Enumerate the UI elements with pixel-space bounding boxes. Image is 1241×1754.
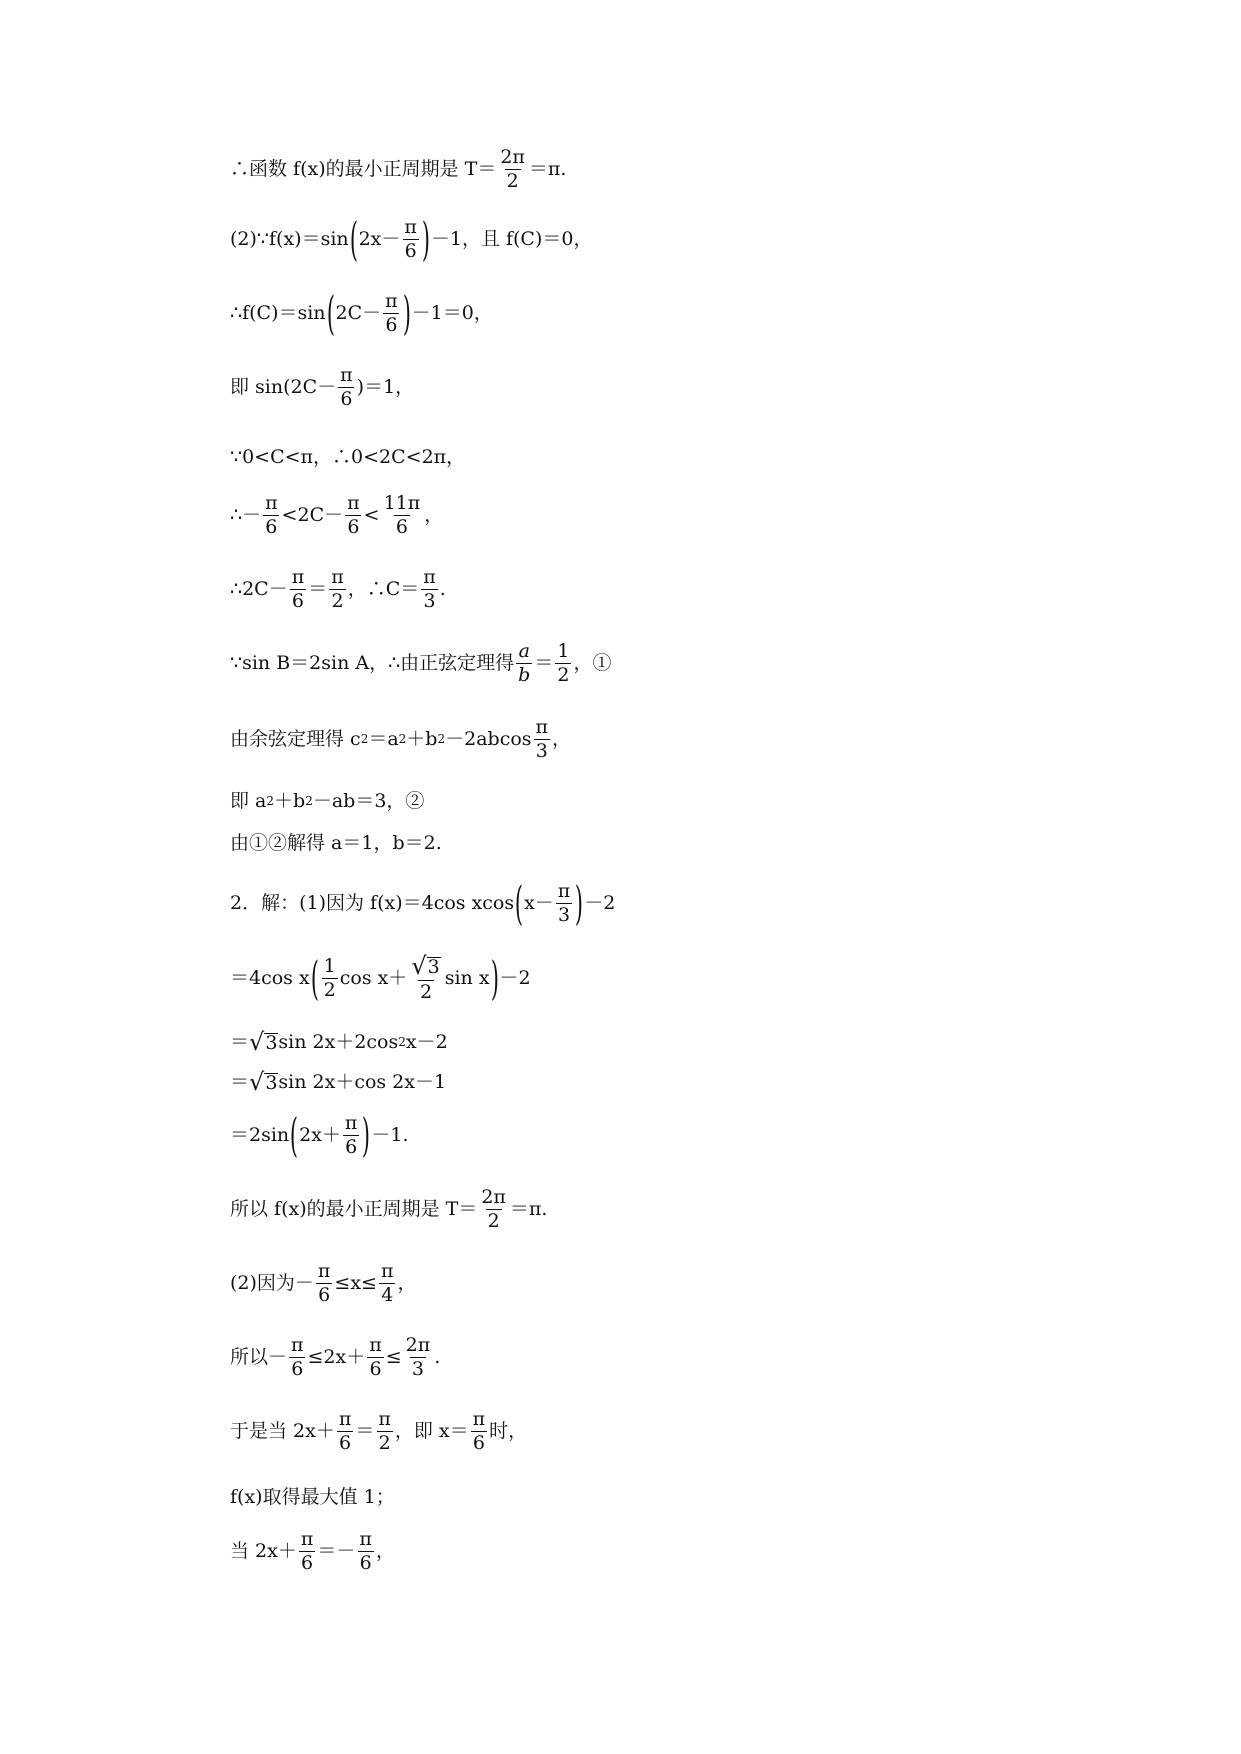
line-8: ∵sin B＝2sin A，∴由正弦定理得 $\frac{a}{b}$ ＝ $\frac{1}{2}$ ，① [230, 640, 612, 686]
line-10: 即 a 2 ＋b 2 －ab＝3，② [230, 790, 425, 812]
line-16: ＝2sin ( 2x＋ $\frac{\pi}{6}$ ) －1. [230, 1108, 409, 1162]
left-paren: ( [515, 876, 524, 930]
fraction: √ 3 2 [411, 952, 440, 1003]
fraction: $\frac{\pi}{6}$ [340, 364, 353, 410]
fraction: $\frac{2\pi}{3}$ [405, 1334, 431, 1380]
fraction: $\frac{2\pi}{2}$ [500, 146, 525, 192]
line-21: f(x)取得最大值 1； [230, 1486, 395, 1508]
sqrt-icon: √ 3 [411, 952, 440, 980]
line-14: ＝ √ 3 sin 2x＋2cos 2 x－2 [230, 1028, 448, 1056]
superscript: 2 [305, 794, 313, 809]
fraction: $\frac{\pi}{6}$ [472, 1408, 486, 1454]
line-22: 当 2x＋ $\frac{\pi}{6}$ ＝－ $\frac{\pi}{6}$ ， [230, 1528, 395, 1574]
line-13: ＝4cos x ( $\frac{1}{2}$ cos x＋ √ 3 2 sin x ) －2 [230, 951, 531, 1005]
fraction: $\frac{\pi}{2}$ [378, 1408, 391, 1454]
fraction: $\frac{\pi}{2}$ [331, 566, 344, 612]
fraction: $\frac{\pi}{6}$ [317, 1260, 331, 1306]
fraction: $\frac{\pi}{3}$ [535, 716, 549, 762]
left-paren: ( [349, 212, 358, 266]
superscript: 2 [437, 732, 446, 747]
fraction: $\frac{\pi}{6}$ [300, 1528, 314, 1574]
fraction: $\frac{2\pi}{2}$ [481, 1186, 506, 1232]
fraction: $\frac{\pi}{6}$ [404, 215, 417, 262]
fraction: $\frac{\pi}{6}$ [338, 1408, 352, 1454]
fraction: $\frac{11\pi}{6}$ [383, 492, 421, 538]
line-4: 即 sin(2C－ $\frac{\pi}{6}$ )＝1， [230, 364, 415, 410]
fraction: $\frac{a}{b}$ [518, 640, 531, 686]
line-6: ∴－ $\frac{\pi}{6}$ <2C－ $\frac{\pi}{6}$ < $\frac{11\pi}{6}$ ， [230, 492, 444, 538]
line-19: 所以－ $\frac{\pi}{6}$ ≤2x＋ $\frac{\pi}{6}$ ≤ $\frac{2\pi}{3}$ . [230, 1334, 441, 1380]
fraction: $\frac{\pi}{3}$ [423, 566, 436, 612]
left-paren: ( [290, 1108, 299, 1162]
fraction: $\frac{\pi}{6}$ [291, 566, 305, 612]
fraction: $\frac{1}{2}$ [323, 954, 336, 1001]
sqrt-icon: √ 3 [249, 1068, 278, 1096]
superscript: 2 [266, 794, 275, 809]
superscript: 2 [398, 1034, 406, 1049]
right-paren: ) [421, 212, 430, 266]
fraction: $\frac{1}{2}$ [557, 640, 570, 686]
right-paren: ) [402, 286, 411, 340]
superscript: 2 [398, 732, 407, 747]
line-7: ∴2C－ $\frac{\pi}{6}$ ＝ $\frac{\pi}{2}$ ，∴C＝ $\frac{\pi}{3}$ . [230, 566, 446, 612]
left-paren: ( [310, 951, 319, 1005]
fraction: $\frac{\pi}{6}$ [344, 1111, 358, 1158]
right-paren: ) [575, 876, 584, 930]
fraction: $\frac{\pi}{4}$ [380, 1260, 394, 1306]
fraction: $\frac{\pi}{6}$ [385, 289, 398, 336]
line-12: 2．解：(1)因为 f(x)＝4cos xcos ( x－ $\frac{\pi}{3}$ ) －2 [230, 876, 616, 930]
line-5: ∵0<C<π，∴0<2C<2π， [230, 446, 466, 468]
fraction: $\frac{\pi}{3}$ [557, 879, 571, 926]
line-1: ∴函数 f(x)的最小正周期是 T＝ $\frac{2\pi}{2}$ ＝π. [230, 146, 567, 192]
superscript: 2 [360, 732, 369, 747]
line-18: (2)因为－ $\frac{\pi}{6}$ ≤x≤ $\frac{\pi}{4}$ ， [230, 1260, 417, 1306]
line-15: ＝ √ 3 sin 2x＋cos 2x－1 [230, 1068, 447, 1096]
line-17: 所以 f(x)的最小正周期是 T＝ $\frac{2\pi}{2}$ ＝π. [230, 1186, 548, 1232]
line-9: 由余弦定理得 c 2 ＝a 2 ＋b 2 －2abcos $\frac{\pi}{3}$ ， [230, 716, 572, 762]
left-paren: ( [326, 286, 335, 340]
line-3: ∴f(C)＝sin ( 2C－ $\frac{\pi}{6}$ ) －1＝0， [230, 286, 493, 340]
sqrt-icon: √ 3 [249, 1028, 278, 1056]
line-20: 于是当 2x＋ $\frac{\pi}{6}$ ＝ $\frac{\pi}{2}$ ，即 x＝ $\frac{\pi}{6}$ 时， [230, 1408, 528, 1454]
fraction: $\frac{\pi}{6}$ [265, 492, 278, 538]
fraction: $\frac{\pi}{6}$ [359, 1528, 372, 1574]
line-11: 由①②解得 a＝1，b＝2. [230, 832, 442, 854]
line-2: (2)∵f(x)＝sin ( 2x－ $\frac{\pi}{6}$ ) －1，且 f(C)＝0， [230, 212, 593, 266]
fraction: $\frac{\pi}{6}$ [291, 1334, 304, 1380]
right-paren: ) [490, 951, 499, 1005]
fraction: $\frac{\pi}{6}$ [347, 492, 360, 538]
right-paren: ) [362, 1108, 371, 1162]
fraction: $\frac{\pi}{6}$ [369, 1334, 382, 1380]
